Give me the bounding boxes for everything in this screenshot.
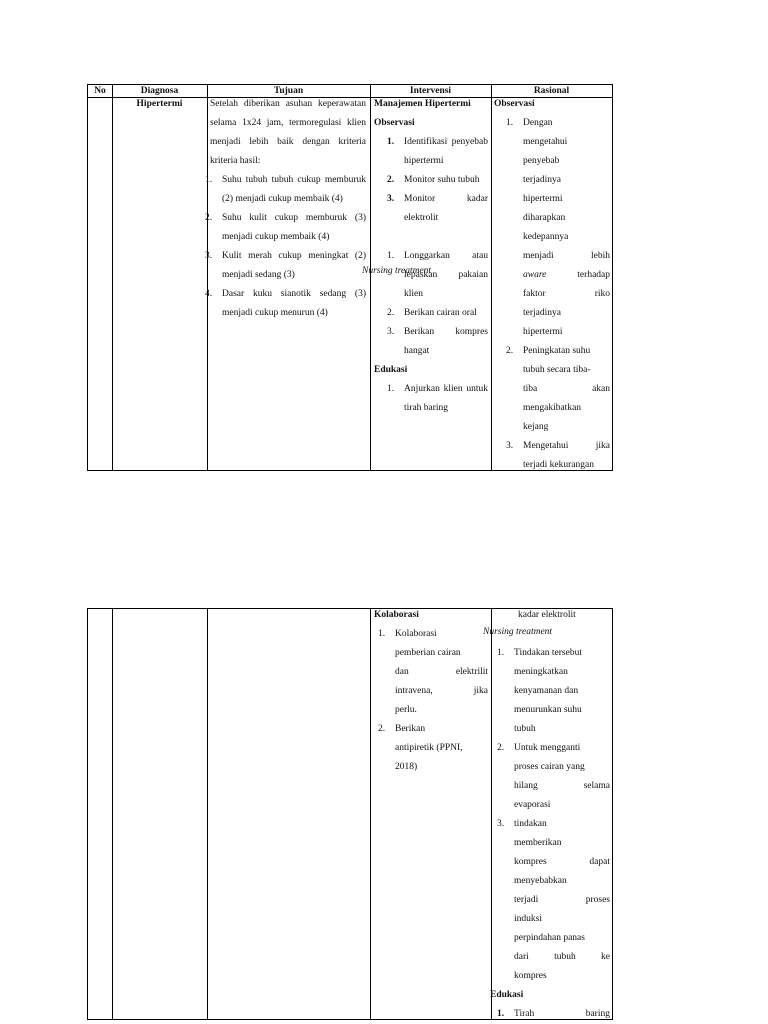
item-word: selama [583, 781, 610, 791]
item-number: 2. [506, 346, 514, 356]
header-rasional: Rasional [533, 86, 570, 96]
care-plan-table-2 [87, 608, 613, 1020]
item-line [523, 247, 610, 266]
item-word: jika [473, 686, 488, 696]
header-tujuan: Tujuan [273, 86, 304, 96]
column-divider [112, 609, 113, 1019]
item-number: 1. [378, 629, 386, 639]
item-word: Berikan [395, 724, 426, 734]
item-word: terjadi [514, 895, 539, 905]
item-line [514, 739, 610, 758]
intervensi-cell-2 [374, 606, 488, 777]
item-word: tubuh [554, 952, 576, 962]
list-item [205, 171, 366, 209]
rasional-cell-2 [490, 606, 610, 1024]
item-word: Tirah [514, 1009, 535, 1019]
item-word: perlu. [395, 705, 417, 715]
item-line [523, 190, 610, 209]
rasional-edukasi-label: Edukasi [490, 990, 524, 1000]
item-line [523, 285, 610, 304]
kolaborasi-label: Kolaborasi [374, 610, 419, 620]
item-number: 1. [205, 175, 213, 185]
item-line [514, 777, 610, 796]
column-divider [491, 85, 492, 470]
item-line [514, 815, 610, 834]
intervensi-observasi-list [374, 133, 488, 228]
column-divider [370, 85, 371, 470]
item-line [514, 758, 610, 777]
item-line [523, 418, 610, 437]
item-line [514, 663, 610, 682]
item-text: Monitor kadar elektrolit [404, 194, 488, 223]
item-number: 3. [387, 194, 395, 204]
item-line [514, 720, 610, 739]
list-item [387, 380, 488, 418]
item-line [514, 853, 610, 872]
item-text: Suhu tubuh tubuh cukup memburuk (2) menjadi cukup membaik (4) [222, 175, 366, 204]
item-line [395, 758, 488, 777]
list-item [387, 304, 488, 323]
item-number: 3. [387, 327, 395, 337]
item-word: intravena, [395, 686, 433, 696]
item-word: ke [601, 952, 610, 962]
item-line [395, 739, 488, 758]
item-word: aware [523, 270, 547, 280]
item-line [514, 872, 610, 891]
list-item [205, 209, 366, 247]
item-line [514, 701, 610, 720]
item-line [523, 380, 610, 399]
list-item [205, 247, 366, 285]
header-intervensi: Intervensi [409, 86, 452, 96]
item-line [514, 644, 610, 663]
item-line [523, 361, 610, 380]
tujuan-intro: Setelah diberikan asuhan keperawatan selama 1x24 jam, termoregulasi klien menjadi lebih baik dengan kriteria kriteria hasil: [210, 99, 366, 166]
item-line [395, 720, 488, 739]
item-word: kedepannya [523, 232, 569, 242]
list-item [387, 171, 488, 190]
item-word: menurunkan suhu [514, 705, 582, 715]
item-line [523, 437, 610, 456]
column-divider [370, 609, 371, 1019]
intervensi-nursing-list [374, 247, 488, 361]
item-number: 4. [205, 289, 213, 299]
item-word: kenyamanan dan [514, 686, 579, 696]
item-number: 1. [506, 118, 514, 128]
item-line [523, 133, 610, 152]
item-line [514, 910, 610, 929]
item-word: proses [585, 895, 610, 905]
nursing-gap-2 [494, 625, 610, 644]
list-item [506, 114, 610, 342]
list-item [378, 625, 488, 720]
item-number: 3. [506, 441, 514, 451]
header-no: No [94, 86, 106, 96]
item-word: meningkatkan [514, 667, 568, 677]
item-word: pemberian cairan [395, 648, 461, 658]
item-word: hipertermi [523, 327, 563, 337]
item-word: tindakan [514, 819, 547, 829]
item-number: 1. [387, 384, 395, 394]
item-word: terjadinya [523, 175, 561, 185]
item-line [514, 929, 610, 948]
item-number: 2. [387, 175, 395, 185]
rasional-observasi-label: Observasi [494, 99, 535, 109]
item-line [395, 682, 488, 701]
nursing-gap [374, 228, 488, 247]
header-diagnosa: Diagnosa [140, 86, 179, 96]
care-plan-table-1 [87, 84, 613, 471]
rasional-continued-line: kadar elektrolit [518, 610, 576, 620]
item-line [514, 967, 610, 986]
item-word: memberikan [514, 838, 562, 848]
item-number: 2. [205, 213, 213, 223]
list-item [387, 190, 488, 228]
list-item [506, 437, 610, 475]
item-number: 1. [387, 251, 395, 261]
item-word: Peningkatan suhu [523, 346, 591, 356]
item-word: kompres [514, 971, 547, 981]
item-text: Monitor suhu tubuh [404, 175, 480, 185]
item-line [523, 209, 610, 228]
item-text: Dasar kuku sianotik sedang (3) menjadi cukup menurun (4) [222, 289, 366, 318]
item-word: Kolaborasi [395, 629, 437, 639]
item-word: terjadi kekurangan [523, 460, 594, 470]
item-word: baring [585, 1009, 610, 1019]
item-word: terjadinya [523, 308, 561, 318]
item-word: menjadi [523, 251, 554, 261]
item-word: hilang [514, 781, 538, 791]
intervensi-cell [374, 95, 488, 418]
item-line [395, 644, 488, 663]
list-item [497, 1005, 610, 1024]
item-line [514, 796, 610, 815]
item-word: dan [395, 667, 409, 677]
item-word: proses cairan yang [514, 762, 585, 772]
item-line [514, 834, 610, 853]
item-line [523, 114, 610, 133]
item-number: 2. [378, 724, 386, 734]
item-word: dari [514, 952, 529, 962]
diagnosa-value: Hipertermi [136, 99, 183, 109]
rasional-cell [494, 95, 610, 475]
item-line [523, 323, 610, 342]
item-word: Tindakan tersebut [514, 648, 582, 658]
list-item [497, 739, 610, 815]
item-text: Berikan kompres hangat [404, 327, 488, 356]
column-divider [491, 609, 492, 1019]
list-item [387, 323, 488, 361]
item-line [523, 456, 610, 475]
item-word: tiba [523, 384, 538, 394]
list-item [506, 342, 610, 437]
item-number: 1. [497, 1009, 505, 1019]
item-word: penyebab [523, 156, 560, 166]
list-item [378, 720, 488, 777]
nursing-treatment-label: Nursing treatment [362, 266, 432, 276]
item-word: Untuk mengganti [514, 743, 581, 753]
item-word: 2018) [395, 762, 418, 772]
item-number: 2. [387, 308, 395, 318]
item-line [523, 228, 610, 247]
item-text: Berikan cairan oral [404, 308, 477, 318]
column-divider [207, 609, 208, 1019]
tujuan-criteria-list [205, 171, 366, 323]
item-word: perpindahan panas [514, 933, 585, 943]
item-word: terhadap [577, 270, 610, 280]
list-item [387, 133, 488, 171]
list-item [497, 815, 610, 986]
item-text: Kulit merah cukup meningkat (2) menjadi sedang (3) [222, 251, 366, 280]
item-word: diharapkan [523, 213, 566, 223]
item-line [514, 1005, 610, 1024]
item-word: menyebabkan [514, 876, 567, 886]
item-number: 2. [497, 743, 505, 753]
item-word: mengakibatkan [523, 403, 582, 413]
item-number: 1. [387, 137, 395, 147]
item-word: tubuh secara tiba- [523, 365, 591, 375]
item-word: kejang [523, 422, 549, 432]
item-text: Anjurkan klien untuk tirah baring [404, 384, 488, 413]
item-line [514, 682, 610, 701]
item-text: Longgarkan atau lepaskan pakaian klien [404, 251, 488, 299]
item-line [514, 948, 610, 967]
item-word: lebih [591, 251, 610, 261]
item-word: tubuh [514, 724, 536, 734]
item-number: 1. [497, 648, 505, 658]
item-line [523, 342, 610, 361]
item-line [523, 399, 610, 418]
item-word: riko [594, 289, 610, 299]
tujuan-cell [205, 95, 366, 323]
item-word: elektrilit [455, 667, 488, 677]
rasional-list [494, 114, 610, 475]
item-word: kompres [514, 857, 547, 867]
intervensi-edukasi-list [374, 380, 488, 418]
column-divider [112, 85, 113, 470]
item-number: 3. [205, 251, 213, 261]
rasional-list-2 [494, 644, 610, 986]
item-word: antipiretik (PPNI, [395, 743, 463, 753]
kolaborasi-list [374, 625, 488, 777]
item-number: 3. [497, 819, 505, 829]
list-item [497, 644, 610, 739]
item-line [395, 701, 488, 720]
item-word: Mengetahui [523, 441, 569, 451]
list-item [205, 285, 366, 323]
intervensi-observasi-label: Observasi [374, 118, 415, 128]
item-text: Suhu kulit cukup memburuk (3) menjadi cukup membaik (4) [222, 213, 366, 242]
item-line [523, 266, 610, 285]
item-word: Dengan [523, 118, 553, 128]
item-word: faktor [523, 289, 546, 299]
item-line [514, 891, 610, 910]
item-text: Identifikasi penyebab hipertermi [404, 137, 488, 166]
intervensi-title: Manajemen Hipertermi [374, 99, 471, 109]
intervensi-edukasi-label: Edukasi [374, 365, 408, 375]
item-line [395, 663, 488, 682]
item-word: jika [595, 441, 610, 451]
item-line [523, 304, 610, 323]
item-word: mengetahui [523, 137, 568, 147]
item-line [523, 152, 610, 171]
item-line [395, 625, 488, 644]
item-word: evaporasi [514, 800, 551, 810]
nursing-treatment-label-2: Nursing treatment [483, 627, 553, 637]
item-word: induksi [514, 914, 542, 924]
item-word: dapat [589, 857, 610, 867]
rasional-edukasi-list [494, 1005, 610, 1024]
item-word: hipertermi [523, 194, 563, 204]
item-word: akan [592, 384, 610, 394]
item-line [523, 171, 610, 190]
